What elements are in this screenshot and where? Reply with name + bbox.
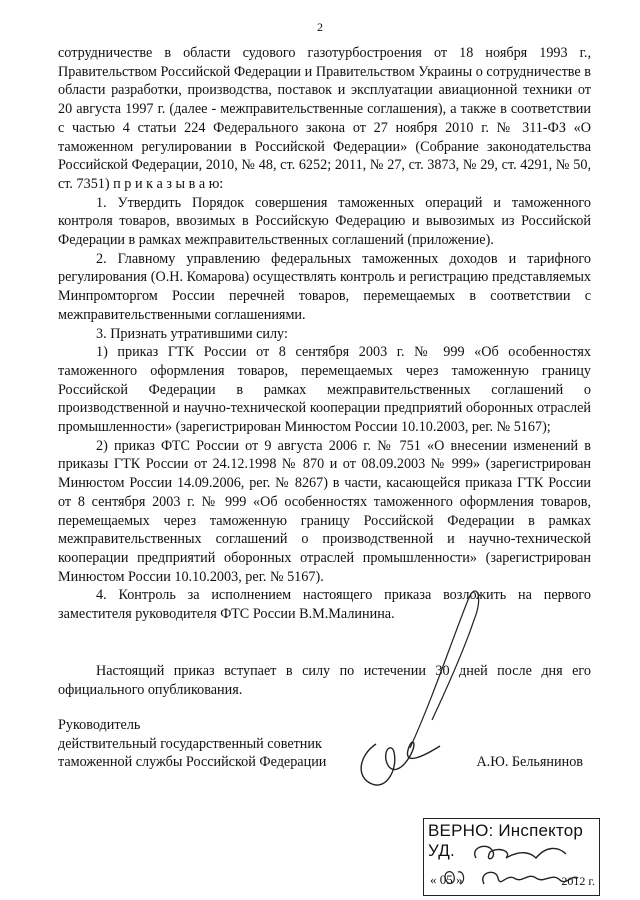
signature-rank: действительный государственный советник [58,735,322,752]
stamp-date-day: « 05 » [430,872,463,887]
paragraph-item-4: 4. Контроль за исполнением настоящего приказа возложить на первого заместителя руководителя ФТС России В.М.Малинина. [58,587,591,623]
paragraph-item-3-2: 2) приказ ФТС России от 9 августа 2006 г. № 751 «О внесении изменений в приказы ГТК России от 24.12.1998 № 870 и от 08.09.2003 № 999» (зарегистрирован Минюстом России 14.09.2006, рег. № 8267) в части, касающейся приказа ГТК России от 8 сентября 2003 г. № 999 «Об особенностях таможенного оформления товаров, перемещаемых через таможенную границу Российской Федерации в рамках межправительственных соглашений о производственной и научно-технической кооперации предприятий оборонных отраслей промышленности» (зарегистрирован Минюстом России 10.10.2003, рег. № 5167). [58,437,591,585]
signature-service: таможенной службы Российской Федерации [58,754,327,771]
page-number: 2 [317,20,323,34]
document-body [58,44,591,699]
stamp-title: ВЕРНО: Инспектор УД. [428,821,584,860]
paragraph-effective-date: Настоящий приказ вступает в силу по истечении 30 дней после дня его официального опубликования. [58,662,591,698]
certification-stamp [423,818,600,896]
signature-block [58,716,591,772]
paragraph-intro: сотрудничестве в области судового газотурбостроения от 18 ноября 1993 г., Правительством Российской Федерации и Правительством Украины о сотрудничестве в области разработки, производства, поставок и эксплуатации авиационной техники от 20 августа 1997 г. (далее - межправительственные соглашения), а также в соответствии с частью 4 статьи 224 Федерального закона от 27 ноября 2010 г. № 311-ФЗ «О таможенном регулировании в Российской Федерации» (Собрание законодательства Российской Федерации, 2010, № 48, ст. 6252; 2011, № 27, ст. 3873, № 29, ст. 4291, № 50, ст. 7351) п р и к а з ы в а ю: [58,45,591,192]
stamp-date-year: 2012 г. [561,874,595,888]
signature-title: Руководитель [58,717,141,733]
paragraph-item-1: 1. Утвердить Порядок совершения таможенных операций и таможенного контроля товаров, ввозимых в Российскую Федерацию и вывозимых из Российской Федерации в рамках межправительственных соглашений (приложение). [58,194,591,249]
paragraph-item-2: 2. Главному управлению федеральных таможенных доходов и тарифного регулирования (О.Н. Комарова) осуществлять контроль и регистрацию представляемых Минпромторгом России перечней товаров, перемещаемых в соответствии с межправительственными соглашениями. [58,250,591,323]
paragraph-item-3-1: 1) приказ ГТК России от 8 сентября 2003 г. № 999 «Об особенностях таможенного оформления товаров, перемещаемых через таможенную границу Российской Федерации в рамках межправительственных соглашений о производственной и научно-технической кооперации предприятий оборонных отраслей промышленности» (зарегистрирован Минюстом России 10.10.2003, рег. № 5167); [58,344,591,436]
signatory-name: А.Ю. Бельянинов [476,754,583,770]
paragraph-item-3: 3. Признать утратившими силу: [96,325,288,342]
